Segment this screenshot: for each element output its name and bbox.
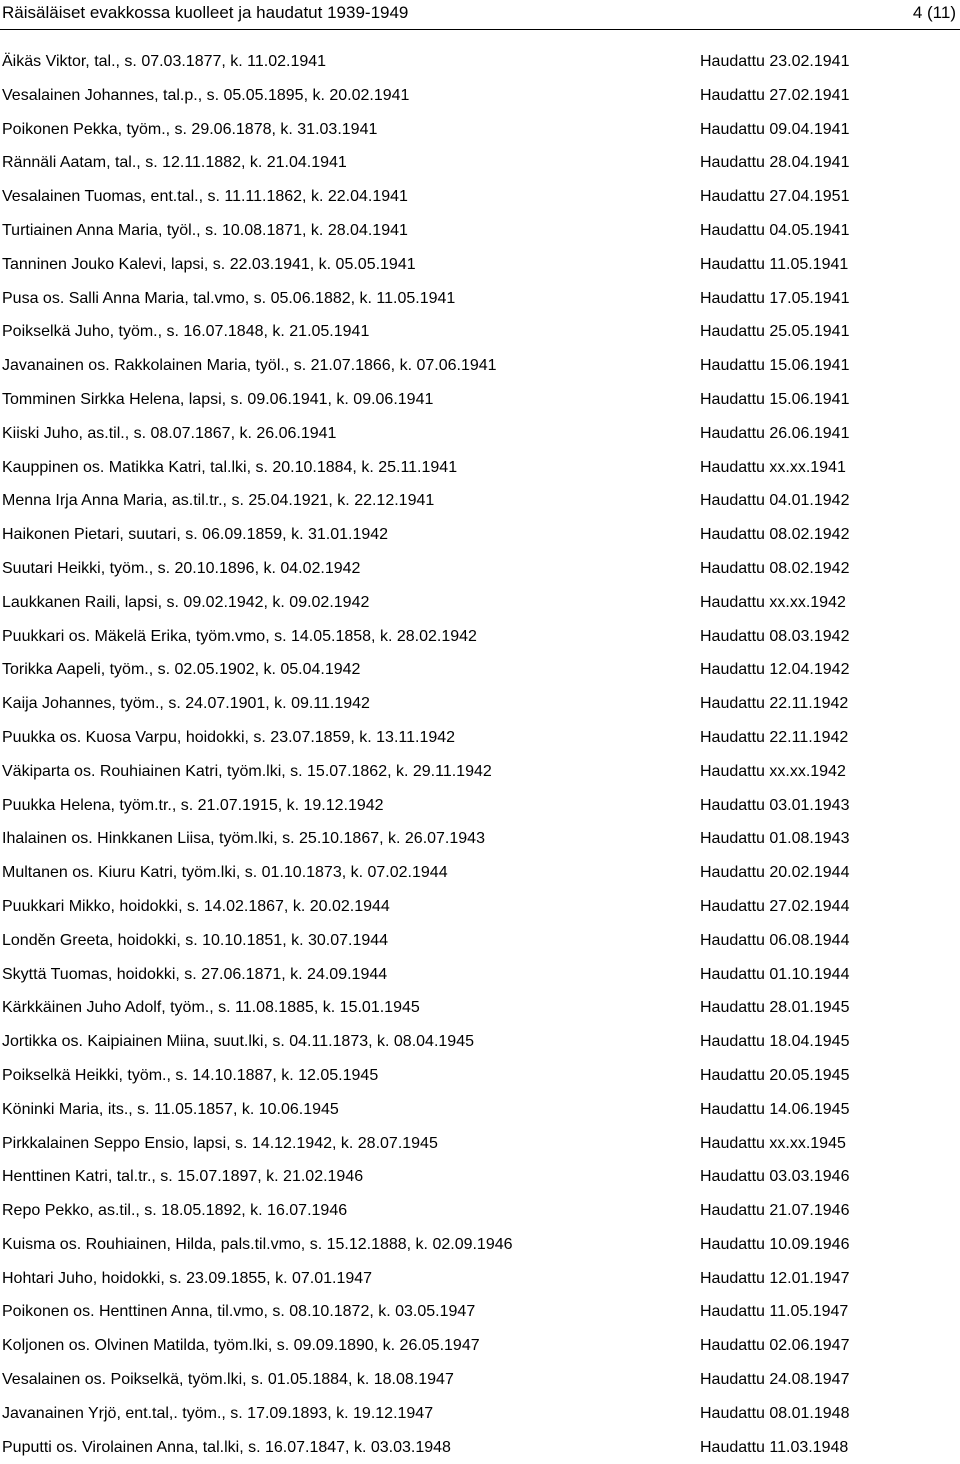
entry-burial-date: Haudattu 24.08.1947 — [700, 1371, 850, 1389]
list-item — [0, 451, 960, 485]
list-item — [0, 1160, 960, 1194]
list-item — [0, 146, 960, 180]
entry-person: Poikselkä Juho, työm., s. 16.07.1848, k. 21.05.1941 — [2, 323, 370, 341]
entry-person: Suutari Heikki, työm., s. 20.10.1896, k. 04.02.1942 — [2, 559, 361, 577]
entry-burial-date: Haudattu 09.04.1941 — [700, 120, 850, 138]
list-item — [0, 349, 960, 383]
list-item — [0, 282, 960, 316]
entry-person: Vesalainen Tuomas, ent.tal., s. 11.11.1862, k. 22.04.1941 — [2, 188, 408, 206]
entry-burial-date: Haudattu 03.03.1946 — [700, 1168, 850, 1186]
entry-person: Haikonen Pietari, suutari, s. 06.09.1859, k. 31.01.1942 — [2, 526, 389, 544]
entry-burial-date: Haudattu 08.01.1948 — [700, 1404, 850, 1422]
entry-burial-date: Haudattu 12.01.1947 — [700, 1269, 850, 1287]
entry-burial-date: Haudattu 15.06.1941 — [700, 390, 850, 408]
entry-burial-date: Haudattu 20.05.1945 — [700, 1066, 850, 1084]
list-item — [0, 45, 960, 79]
entry-person: Jortikka os. Kaipiainen Miina, suut.lki, s. 04.11.1873, k. 08.04.1945 — [2, 1033, 474, 1051]
list-item — [0, 755, 960, 789]
entry-burial-date: Haudattu 17.05.1941 — [700, 289, 850, 307]
entry-person: Kaija Johannes, työm., s. 24.07.1901, k. 09.11.1942 — [2, 695, 370, 713]
list-item — [0, 1194, 960, 1228]
page-header — [0, 0, 960, 30]
entry-burial-date: Haudattu 12.04.1942 — [700, 661, 850, 679]
entry-burial-date: Haudattu 22.11.1942 — [700, 728, 849, 746]
entry-burial-date: Haudattu 04.05.1941 — [700, 221, 850, 239]
entry-burial-date: Haudattu 27.04.1951 — [700, 188, 850, 206]
entry-list — [0, 45, 960, 1464]
entry-burial-date: Haudattu xx.xx.1942 — [700, 593, 846, 611]
list-item — [0, 1431, 960, 1464]
list-item — [0, 484, 960, 518]
entry-burial-date: Haudattu 06.08.1944 — [700, 931, 850, 949]
list-item — [0, 653, 960, 687]
entry-person: Henttinen Katri, tal.tr., s. 15.07.1897, k. 21.02.1946 — [2, 1168, 364, 1186]
list-item — [0, 552, 960, 586]
entry-person: Poikonen Pekka, työm., s. 29.06.1878, k. 31.03.1941 — [2, 120, 378, 138]
entry-burial-date: Haudattu 02.06.1947 — [700, 1337, 850, 1355]
entry-burial-date: Haudattu xx.xx.1945 — [700, 1134, 846, 1152]
entry-burial-date: Haudattu 01.10.1944 — [700, 965, 850, 983]
entry-person: Multanen os. Kiuru Katri, työm.lki, s. 01.10.1873, k. 07.02.1944 — [2, 864, 448, 882]
list-item — [0, 721, 960, 755]
list-item — [0, 1127, 960, 1161]
list-item — [0, 856, 960, 890]
entry-person: Javanainen os. Rakkolainen Maria, työl., s. 21.07.1866, k. 07.06.1941 — [2, 357, 497, 375]
entry-burial-date: Haudattu 11.05.1947 — [700, 1303, 849, 1321]
list-item — [0, 248, 960, 282]
entry-person: Pusa os. Salli Anna Maria, tal.vmo, s. 05.06.1882, k. 11.05.1941 — [2, 289, 456, 307]
list-item — [0, 890, 960, 924]
entry-person: Londěn Greeta, hoidokki, s. 10.10.1851, k. 30.07.1944 — [2, 931, 389, 949]
entry-person: Ihalainen os. Hinkkanen Liisa, työm.lki, s. 25.10.1867, k. 26.07.1943 — [2, 830, 485, 848]
entry-person: Äikäs Viktor, tal., s. 07.03.1877, k. 11.02.1941 — [2, 53, 327, 70]
entry-person: Kärkkäinen Juho Adolf, työm., s. 11.08.1885, k. 15.01.1945 — [2, 999, 420, 1017]
entry-burial-date: Haudattu 18.04.1945 — [700, 1033, 850, 1051]
list-item — [0, 958, 960, 992]
entry-burial-date: Haudattu 23.02.1941 — [700, 53, 850, 70]
list-item — [0, 1363, 960, 1397]
entry-person: Puukkari Mikko, hoidokki, s. 14.02.1867, k. 20.02.1944 — [2, 897, 390, 915]
list-item — [0, 383, 960, 417]
list-item — [0, 79, 960, 113]
entry-person: Kauppinen os. Matikka Katri, tal.lki, s. 20.10.1884, k. 25.11.1941 — [2, 458, 458, 476]
entry-burial-date: Haudattu 28.04.1941 — [700, 154, 850, 172]
entry-person: Skyttä Tuomas, hoidokki, s. 27.06.1871, k. 24.09.1944 — [2, 965, 388, 983]
list-item — [0, 1228, 960, 1262]
entry-person: Tomminen Sirkka Helena, lapsi, s. 09.06.1941, k. 09.06.1941 — [2, 390, 434, 408]
entry-burial-date: Haudattu 04.01.1942 — [700, 492, 850, 510]
list-item — [0, 1093, 960, 1127]
entry-person: Puputti os. Virolainen Anna, tal.lki, s. 16.07.1847, k. 03.03.1948 — [2, 1438, 451, 1456]
entry-burial-date: Haudattu 15.06.1941 — [700, 357, 850, 375]
entry-burial-date: Haudattu 08.02.1942 — [700, 526, 850, 544]
entry-burial-date: Haudattu 08.03.1942 — [700, 627, 850, 645]
entry-person: Poikonen os. Henttinen Anna, til.vmo, s. 08.10.1872, k. 03.05.1947 — [2, 1303, 476, 1321]
list-item — [0, 822, 960, 856]
entry-burial-date: Haudattu 27.02.1941 — [700, 86, 850, 104]
list-item — [0, 687, 960, 721]
entry-person: Tanninen Jouko Kalevi, lapsi, s. 22.03.1941, k. 05.05.1941 — [2, 255, 416, 273]
entry-person: Torikka Aapeli, työm., s. 02.05.1902, k. 05.04.1942 — [2, 661, 361, 679]
list-item — [0, 1025, 960, 1059]
entry-person: Poikselkä Heikki, työm., s. 14.10.1887, k. 12.05.1945 — [2, 1066, 379, 1084]
entry-person: Kuisma os. Rouhiainen, Hilda, pals.til.vmo, s. 15.12.1888, k. 02.09.1946 — [2, 1235, 513, 1253]
entry-person: Vesalainen os. Poikselkä, työm.lki, s. 01.05.1884, k. 18.08.1947 — [2, 1371, 454, 1389]
entry-person: Vesalainen Johannes, tal.p., s. 05.05.1895, k. 20.02.1941 — [2, 86, 410, 104]
entry-person: Javanainen Yrjö, ent.tal,. työm., s. 17.09.1893, k. 19.12.1947 — [2, 1404, 434, 1422]
entry-person: Puukka Helena, työm.tr., s. 21.07.1915, k. 19.12.1942 — [2, 796, 384, 814]
document-title: Räisäläiset evakkossa kuolleet ja haudatut 1939-1949 — [2, 3, 409, 22]
list-item — [0, 1329, 960, 1363]
list-item — [0, 1397, 960, 1431]
entry-burial-date: Haudattu xx.xx.1941 — [700, 458, 846, 476]
entry-burial-date: Haudattu xx.xx.1942 — [700, 762, 846, 780]
entry-person: Laukkanen Raili, lapsi, s. 09.02.1942, k. 09.02.1942 — [2, 593, 370, 611]
list-item — [0, 214, 960, 248]
list-item — [0, 620, 960, 654]
entry-burial-date: Haudattu 27.02.1944 — [700, 897, 850, 915]
list-item — [0, 991, 960, 1025]
entry-person: Puukka os. Kuosa Varpu, hoidokki, s. 23.07.1859, k. 13.11.1942 — [2, 728, 456, 746]
list-item — [0, 924, 960, 958]
list-item — [0, 113, 960, 147]
entry-person: Köninki Maria, its., s. 11.05.1857, k. 10.06.1945 — [2, 1100, 339, 1118]
entry-person: Koljonen os. Olvinen Matilda, työm.lki, s. 09.09.1890, k. 26.05.1947 — [2, 1337, 480, 1355]
entry-person: Rännäli Aatam, tal., s. 12.11.1882, k. 21.04.1941 — [2, 154, 347, 172]
entry-person: Turtiainen Anna Maria, työl., s. 10.08.1871, k. 28.04.1941 — [2, 221, 408, 239]
entry-burial-date: Haudattu 08.02.1942 — [700, 559, 850, 577]
entry-burial-date: Haudattu 22.11.1942 — [700, 695, 849, 713]
list-item — [0, 1059, 960, 1093]
entry-burial-date: Haudattu 11.03.1948 — [700, 1438, 849, 1456]
list-item — [0, 1262, 960, 1296]
entry-burial-date: Haudattu 21.07.1946 — [700, 1202, 850, 1220]
entry-person: Väkiparta os. Rouhiainen Katri, työm.lki, s. 15.07.1862, k. 29.11.1942 — [2, 762, 492, 780]
list-item — [0, 315, 960, 349]
entry-burial-date: Haudattu 20.02.1944 — [700, 864, 850, 882]
entry-person: Puukkari os. Mäkelä Erika, työm.vmo, s. 14.05.1858, k. 28.02.1942 — [2, 627, 477, 645]
entry-person: Kiiski Juho, as.til., s. 08.07.1867, k. 26.06.1941 — [2, 424, 337, 442]
list-item — [0, 417, 960, 451]
list-item — [0, 1295, 960, 1329]
entry-burial-date: Haudattu 14.06.1945 — [700, 1100, 850, 1118]
entry-burial-date: Haudattu 03.01.1943 — [700, 796, 850, 814]
entry-burial-date: Haudattu 01.08.1943 — [700, 830, 850, 848]
entry-burial-date: Haudattu 11.05.1941 — [700, 255, 849, 273]
entry-burial-date: Haudattu 25.05.1941 — [700, 323, 850, 341]
page-number: 4 (11) — [912, 3, 956, 22]
entry-person: Menna Irja Anna Maria, as.til.tr., s. 25.04.1921, k. 22.12.1941 — [2, 492, 435, 510]
entry-burial-date: Haudattu 26.06.1941 — [700, 424, 850, 442]
entry-person: Pirkkalainen Seppo Ensio, lapsi, s. 14.12.1942, k. 28.07.1945 — [2, 1134, 438, 1152]
entry-burial-date: Haudattu 28.01.1945 — [700, 999, 850, 1017]
list-item — [0, 518, 960, 552]
entry-person: Hohtari Juho, hoidokki, s. 23.09.1855, k. 07.01.1947 — [2, 1269, 373, 1287]
list-item — [0, 789, 960, 823]
entry-person: Repo Pekko, as.til., s. 18.05.1892, k. 16.07.1946 — [2, 1202, 348, 1220]
list-item — [0, 180, 960, 214]
list-item — [0, 586, 960, 620]
entry-burial-date: Haudattu 10.09.1946 — [700, 1235, 850, 1253]
